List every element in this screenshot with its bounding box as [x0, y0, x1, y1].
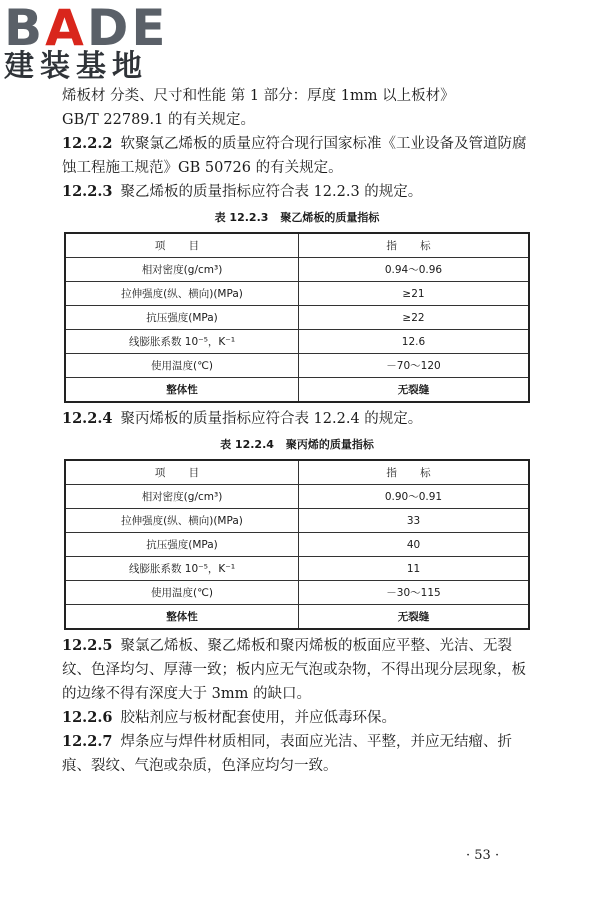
- cell-item: 拉伸强度(纵、横向)(MPa): [65, 509, 299, 533]
- cell-item: 使用温度(℃): [65, 354, 299, 378]
- polypropylene-quality-table: [64, 459, 530, 630]
- table-caption-title: 聚乙烯板的质量指标: [280, 211, 380, 224]
- cell-value: －30～115: [299, 581, 530, 605]
- table-caption-number: 表 12.2.4: [220, 438, 274, 451]
- cell-value: 无裂缝: [299, 378, 530, 403]
- cell-value: ≥22: [299, 306, 530, 330]
- cell-value: 无裂缝: [299, 605, 530, 630]
- cell-item: 拉伸强度(纵、横向)(MPa): [65, 282, 299, 306]
- table-row: [65, 282, 529, 306]
- header-index: 指 标: [299, 233, 530, 258]
- table-row: [65, 306, 529, 330]
- cell-item: 相对密度(g/cm³): [65, 485, 299, 509]
- clause-12-2-4: [62, 407, 532, 431]
- clause-12-2-7: [62, 730, 532, 778]
- document-page: [62, 84, 532, 778]
- clause-text: 软聚氯乙烯板的质量应符合现行国家标准《工业设备及管道防腐蚀工程施工规范》GB 50726 的有关规定。: [62, 136, 527, 176]
- cell-item: 使用温度(℃): [65, 581, 299, 605]
- intro-line-2: GB/T 22789.1 的有关规定。: [62, 112, 255, 128]
- table-row: [65, 485, 529, 509]
- clause-text: 聚乙烯板的质量指标应符合表 12.2.3 的规定。: [120, 184, 423, 200]
- cell-item: 线膨胀系数 10⁻⁵，K⁻¹: [65, 557, 299, 581]
- table-caption-title: 聚丙烯的质量指标: [285, 438, 374, 451]
- table-row: [65, 330, 529, 354]
- header-item: 项 目: [65, 460, 299, 485]
- table-row: [65, 557, 529, 581]
- cell-value: 11: [299, 557, 530, 581]
- table-row: [65, 378, 529, 403]
- clause-text: 聚氯乙烯板、聚乙烯板和聚丙烯板的板面应平整、光洁、无裂纹、色泽均匀、厚薄一致；板内应无气泡或杂物，不得出现分层现象，板的边缘不得有深度大于 3mm 的缺口。: [62, 638, 526, 702]
- logo-wordmark: BADE: [4, 0, 169, 57]
- table-header-row: [65, 233, 529, 258]
- cell-value: －70～120: [299, 354, 530, 378]
- cell-item: 整体性: [65, 605, 299, 630]
- cell-value: 33: [299, 509, 530, 533]
- clause-12-2-6: [62, 706, 532, 730]
- table-row: [65, 581, 529, 605]
- table-caption: [62, 437, 532, 453]
- clause-text: 胶粘剂应与板材配套使用，并应低毒环保。: [120, 710, 396, 726]
- polyethylene-quality-table: [64, 232, 530, 403]
- table-row: [65, 605, 529, 630]
- header-index: 指 标: [299, 460, 530, 485]
- table-row: [65, 509, 529, 533]
- cell-value: 40: [299, 533, 530, 557]
- header-item: 项 目: [65, 233, 299, 258]
- logo-subtitle: 建装基地: [4, 49, 148, 84]
- clause-number: 12.2.4: [62, 410, 113, 427]
- clause-number: 12.2.3: [62, 183, 113, 200]
- table-caption-number: 表 12.2.3: [214, 211, 269, 224]
- cell-item: 抗压强度(MPa): [65, 306, 299, 330]
- table-row: [65, 354, 529, 378]
- clause-12-2-5: [62, 634, 532, 706]
- cell-item: 整体性: [65, 378, 299, 403]
- cell-item: 相对密度(g/cm³): [65, 258, 299, 282]
- table-caption: [62, 210, 532, 226]
- clause-number: 12.2.2: [62, 135, 113, 152]
- cell-item: 抗压强度(MPa): [65, 533, 299, 557]
- clause-12-2-3: [62, 180, 532, 204]
- table-row: [65, 258, 529, 282]
- cell-value: ≥21: [299, 282, 530, 306]
- cell-value: 12.6: [299, 330, 530, 354]
- clause-12-2-2: [62, 132, 532, 180]
- intro-line-1: 烯板材 分类、尺寸和性能 第 1 部分：厚度 1mm 以上板材》: [62, 88, 455, 104]
- table-row: [65, 533, 529, 557]
- watermark-logo: [4, 2, 204, 84]
- cell-item: 线膨胀系数 10⁻⁵，K⁻¹: [65, 330, 299, 354]
- page-number: · 53 ·: [466, 848, 500, 863]
- clause-number: 12.2.7: [62, 733, 113, 750]
- clause-number: 12.2.6: [62, 709, 113, 726]
- clause-text: 焊条应与焊件材质相同，表面应光洁、平整，并应无结瘤、折痕、裂纹、气泡或杂质，色泽应均匀一致。: [62, 734, 512, 774]
- cell-value: 0.90～0.91: [299, 485, 530, 509]
- cell-value: 0.94～0.96: [299, 258, 530, 282]
- clause-number: 12.2.5: [62, 637, 113, 654]
- table-header-row: [65, 460, 529, 485]
- clause-text: 聚丙烯板的质量指标应符合表 12.2.4 的规定。: [120, 411, 423, 427]
